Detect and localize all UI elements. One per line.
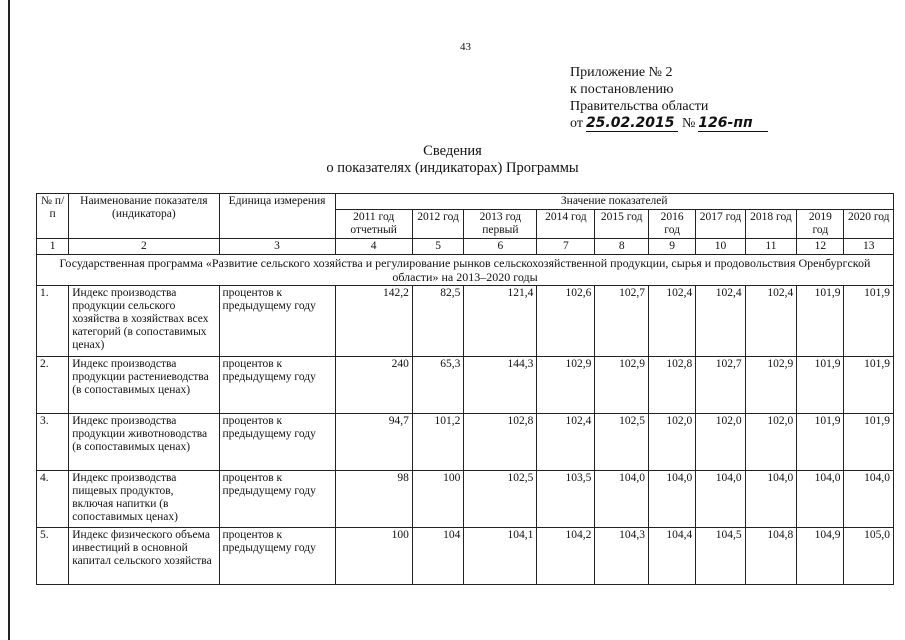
header-year: 2015 год [595,210,649,239]
table-row [37,414,894,471]
row-value: 144,3 [464,357,537,414]
row-unit: процентов к предыдущему году [219,471,335,528]
row-value: 104,0 [844,471,894,528]
row-value: 102,4 [696,286,745,357]
row-value: 104,0 [649,471,696,528]
row-no: 4. [37,471,69,528]
row-value: 102,5 [595,414,649,471]
column-number: 5 [412,239,464,255]
header-year: 2018 год [745,210,797,239]
column-number: 7 [537,239,595,255]
row-value: 103,5 [537,471,595,528]
row-value: 104,0 [797,471,844,528]
row-unit: процентов к предыдущему году [219,528,335,585]
column-number: 9 [649,239,696,255]
row-value: 101,9 [797,414,844,471]
row-value: 101,9 [844,414,894,471]
row-value: 105,0 [844,528,894,585]
row-value: 101,9 [797,357,844,414]
header-year: 2014 год [537,210,595,239]
row-value: 102,9 [595,357,649,414]
row-unit: процентов к предыдущему году [219,414,335,471]
column-number: 8 [595,239,649,255]
column-number: 2 [69,239,219,255]
column-number: 4 [335,239,412,255]
row-value: 102,0 [649,414,696,471]
table-row [37,471,894,528]
row-value: 104,0 [696,471,745,528]
row-value: 104 [412,528,464,585]
row-name: Индекс производства продукции растениеводства (в сопоставимых ценах) [69,357,219,414]
appendix-line-3: Правительства области [570,99,709,114]
column-numbers-row [37,239,894,255]
program-title: Государственная программа «Развитие сельского хозяйства и регулирование рынков сельскохозяйственной продукции, сырья и продовольствия Оренбургской области» на 2013–2020 годы [37,255,894,286]
table-row [37,286,894,357]
column-number: 13 [844,239,894,255]
row-value: 102,9 [745,357,797,414]
header-name: Наименование показателя (индикатора) [69,194,219,239]
handwritten-date: 25.02.2015 [586,116,678,132]
handwritten-number: 126-пп [698,116,768,132]
appendix-line-1: Приложение № 2 [570,65,673,80]
document-title [0,143,905,177]
column-number: 11 [745,239,797,255]
column-number: 12 [797,239,844,255]
row-value: 142,2 [335,286,412,357]
header-year: 2017 год [696,210,745,239]
table-header-row [37,194,894,210]
row-value: 65,3 [412,357,464,414]
header-year: 2013 год первый [464,210,537,239]
row-value: 100 [412,471,464,528]
row-value: 94,7 [335,414,412,471]
row-value: 102,6 [537,286,595,357]
row-no: 5. [37,528,69,585]
row-value: 102,8 [649,357,696,414]
row-value: 101,9 [844,286,894,357]
header-year: 2012 год [412,210,464,239]
row-value: 98 [335,471,412,528]
header-unit: Единица измерения [219,194,335,239]
program-title-row [37,255,894,286]
row-value: 102,4 [537,414,595,471]
appendix-date-line [570,115,768,132]
row-value: 102,7 [696,357,745,414]
row-value: 102,7 [595,286,649,357]
row-value: 102,9 [537,357,595,414]
row-name: Индекс производства продукции сельского хозяйства в хозяйствах всех категорий (в сопоставимых ценах) [69,286,219,357]
row-unit: процентов к предыдущему году [219,357,335,414]
column-number: 1 [37,239,69,255]
row-value: 102,0 [745,414,797,471]
column-number: 10 [696,239,745,255]
header-year: 2011 год отчетный [335,210,412,239]
table-row [37,528,894,585]
row-value: 82,5 [412,286,464,357]
row-value: 121,4 [464,286,537,357]
header-values: Значение показателей [335,194,894,210]
row-value: 104,9 [797,528,844,585]
date-prefix: от [570,116,583,131]
left-margin-rule [8,0,10,640]
row-name: Индекс производства пищевых продуктов, включая напитки (в сопоставимых ценах) [69,471,219,528]
header-no: № п/п [37,194,69,239]
row-unit: процентов к предыдущему году [219,286,335,357]
row-name: Индекс физического объема инвестиций в основной капитал сельского хозяйства [69,528,219,585]
header-year: 2019 год [797,210,844,239]
header-year: 2020 год [844,210,894,239]
column-number: 6 [464,239,537,255]
row-value: 104,0 [745,471,797,528]
row-value: 100 [335,528,412,585]
row-value: 102,4 [745,286,797,357]
row-value: 102,0 [696,414,745,471]
row-no: 2. [37,357,69,414]
row-no: 1. [37,286,69,357]
title-line-1: Сведения [423,143,482,159]
table-row [37,357,894,414]
appendix-block [570,64,768,132]
appendix-line-2: к постановлению [570,82,674,97]
page-number: 43 [460,41,471,53]
row-value: 104,5 [696,528,745,585]
row-name: Индекс производства продукции животноводства (в сопоставимых ценах) [69,414,219,471]
row-value: 102,4 [649,286,696,357]
row-value: 104,2 [537,528,595,585]
row-value: 104,1 [464,528,537,585]
header-year: 2016 год [649,210,696,239]
row-value: 104,8 [745,528,797,585]
number-prefix: № [681,116,696,131]
row-value: 102,8 [464,414,537,471]
row-value: 104,4 [649,528,696,585]
row-value: 102,5 [464,471,537,528]
row-value: 104,0 [595,471,649,528]
row-no: 3. [37,414,69,471]
row-value: 101,2 [412,414,464,471]
indicators-table [36,193,894,585]
title-line-2: о показателях (индикаторах) Программы [326,160,579,176]
row-value: 240 [335,357,412,414]
row-value: 101,9 [797,286,844,357]
row-value: 104,3 [595,528,649,585]
column-number: 3 [219,239,335,255]
row-value: 101,9 [844,357,894,414]
